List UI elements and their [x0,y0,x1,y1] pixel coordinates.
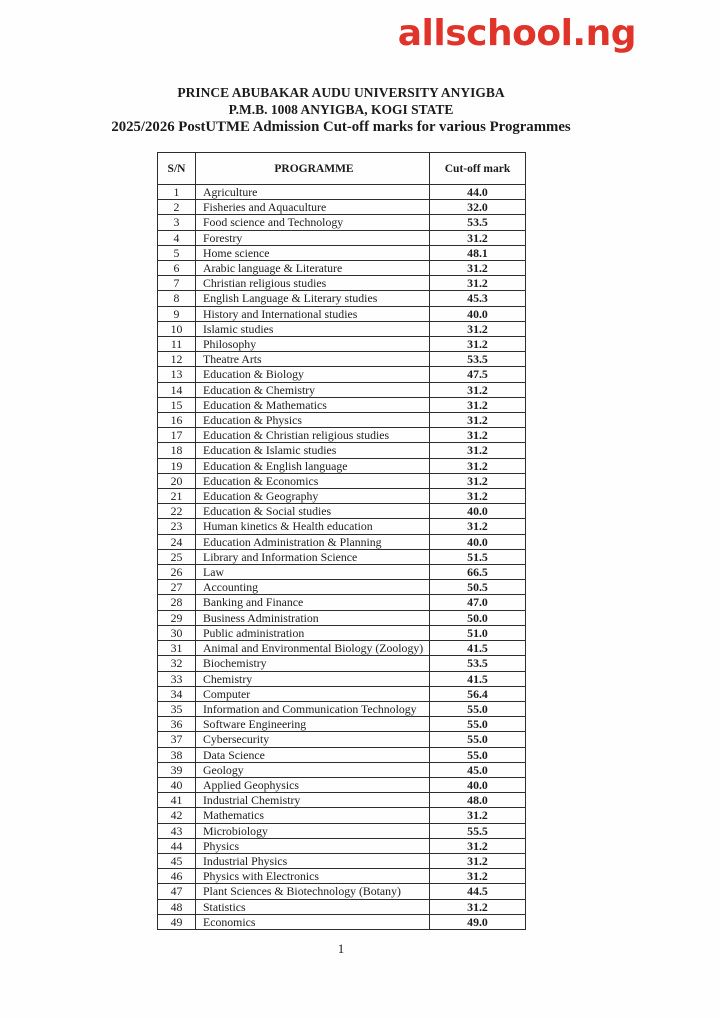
table-row [158,306,526,321]
table-row [158,291,526,306]
row-programme: Fisheries and Aquaculture [196,200,430,215]
row-sn: 3 [158,215,196,230]
table-body [158,185,526,930]
table-row [158,899,526,914]
row-sn: 36 [158,717,196,732]
table-row [158,382,526,397]
table-row [158,443,526,458]
table-row [158,534,526,549]
row-sn: 39 [158,762,196,777]
row-programme: Education & Physics [196,413,430,428]
document-header [0,84,682,137]
row-sn: 1 [158,185,196,200]
row-sn: 28 [158,595,196,610]
document-title: 2025/2026 PostUTME Admission Cut-off marks for various Programmes [111,119,571,135]
row-programme: Education & Christian religious studies [196,428,430,443]
table-row [158,732,526,747]
row-sn: 22 [158,504,196,519]
row-cutoff: 50.5 [430,580,526,595]
row-programme: English Language & Literary studies [196,291,430,306]
row-sn: 7 [158,276,196,291]
table-row [158,215,526,230]
table-row [158,610,526,625]
table-row [158,230,526,245]
table-row [158,625,526,640]
table-row [158,914,526,929]
row-sn: 42 [158,808,196,823]
table-row [158,747,526,762]
table-row [158,808,526,823]
row-programme: Christian religious studies [196,276,430,291]
row-programme: Islamic studies [196,321,430,336]
row-sn: 21 [158,489,196,504]
row-programme: Food science and Technology [196,215,430,230]
row-cutoff: 55.5 [430,823,526,838]
row-cutoff: 50.0 [430,610,526,625]
table-row [158,595,526,610]
row-cutoff: 49.0 [430,914,526,929]
row-programme: Business Administration [196,610,430,625]
row-programme: Education & English language [196,458,430,473]
table-row [158,853,526,868]
row-cutoff: 31.2 [430,261,526,276]
table-row [158,458,526,473]
row-programme: Education & Geography [196,489,430,504]
page-number: 1 [337,941,345,956]
row-sn: 16 [158,413,196,428]
table-row [158,473,526,488]
table-row [158,641,526,656]
table-row [158,686,526,701]
row-cutoff: 55.0 [430,701,526,716]
row-cutoff: 45.3 [430,291,526,306]
row-sn: 5 [158,245,196,260]
row-sn: 32 [158,656,196,671]
university-name: PRINCE ABUBAKAR AUDU UNIVERSITY ANYIGBA [177,85,505,100]
table-row [158,717,526,732]
row-sn: 48 [158,899,196,914]
row-programme: Education Administration & Planning [196,534,430,549]
table-row [158,397,526,412]
row-programme: Industrial Physics [196,853,430,868]
row-cutoff: 53.5 [430,215,526,230]
row-cutoff: 31.2 [430,337,526,352]
row-cutoff: 31.2 [430,473,526,488]
table-row [158,580,526,595]
row-programme: Biochemistry [196,656,430,671]
row-sn: 30 [158,625,196,640]
row-cutoff: 31.2 [430,230,526,245]
row-programme: Statistics [196,899,430,914]
table-row [158,352,526,367]
row-sn: 27 [158,580,196,595]
row-programme: Physics with Electronics [196,869,430,884]
row-cutoff: 44.5 [430,884,526,899]
row-sn: 25 [158,549,196,564]
row-programme: Arabic language & Literature [196,261,430,276]
row-programme: Applied Geophysics [196,777,430,792]
row-cutoff: 32.0 [430,200,526,215]
row-programme: Education & Chemistry [196,382,430,397]
row-cutoff: 31.2 [430,853,526,868]
row-programme: Physics [196,838,430,853]
row-programme: Library and Information Science [196,549,430,564]
row-programme: Geology [196,762,430,777]
row-sn: 43 [158,823,196,838]
table-row [158,793,526,808]
row-cutoff: 31.2 [430,458,526,473]
row-sn: 45 [158,853,196,868]
table-row [158,413,526,428]
row-cutoff: 44.0 [430,185,526,200]
column-header-cutoff: Cut-off mark [430,153,526,185]
column-header-sn: S/N [158,153,196,185]
row-sn: 8 [158,291,196,306]
row-sn: 40 [158,777,196,792]
row-cutoff: 56.4 [430,686,526,701]
table-row [158,200,526,215]
row-sn: 12 [158,352,196,367]
row-cutoff: 47.5 [430,367,526,382]
row-sn: 35 [158,701,196,716]
row-programme: Animal and Environmental Biology (Zoology) [196,641,430,656]
table-row [158,565,526,580]
row-cutoff: 55.0 [430,732,526,747]
table-row [158,245,526,260]
row-sn: 47 [158,884,196,899]
row-cutoff: 51.0 [430,625,526,640]
row-programme: Information and Communication Technology [196,701,430,716]
table-row [158,869,526,884]
row-sn: 31 [158,641,196,656]
table-row [158,777,526,792]
row-sn: 38 [158,747,196,762]
row-programme: Computer [196,686,430,701]
row-cutoff: 31.2 [430,382,526,397]
allschool-logo: allschool.ng [397,13,636,54]
row-sn: 29 [158,610,196,625]
row-programme: Software Engineering [196,717,430,732]
row-sn: 17 [158,428,196,443]
row-programme: Industrial Chemistry [196,793,430,808]
row-sn: 33 [158,671,196,686]
row-programme: Public administration [196,625,430,640]
row-sn: 37 [158,732,196,747]
row-programme: Forestry [196,230,430,245]
table-row [158,261,526,276]
row-programme: Economics [196,914,430,929]
row-cutoff: 31.2 [430,489,526,504]
row-cutoff: 48.0 [430,793,526,808]
table-row [158,884,526,899]
table-row [158,823,526,838]
table-row [158,838,526,853]
row-programme: Banking and Finance [196,595,430,610]
row-programme: Education & Islamic studies [196,443,430,458]
row-cutoff: 48.1 [430,245,526,260]
table-row [158,428,526,443]
row-programme: Law [196,565,430,580]
row-cutoff: 31.2 [430,838,526,853]
row-cutoff: 40.0 [430,504,526,519]
table-row [158,185,526,200]
row-programme: Microbiology [196,823,430,838]
row-sn: 14 [158,382,196,397]
table-row [158,656,526,671]
row-programme: Philosophy [196,337,430,352]
row-programme: Agriculture [196,185,430,200]
row-programme: History and International studies [196,306,430,321]
cutoff-table [157,152,526,930]
row-sn: 13 [158,367,196,382]
table-row [158,671,526,686]
row-sn: 4 [158,230,196,245]
row-programme: Cybersecurity [196,732,430,747]
row-programme: Education & Social studies [196,504,430,519]
row-sn: 10 [158,321,196,336]
row-cutoff: 40.0 [430,306,526,321]
table-row [158,337,526,352]
row-programme: Chemistry [196,671,430,686]
row-cutoff: 31.2 [430,519,526,534]
table-row [158,276,526,291]
row-sn: 23 [158,519,196,534]
row-programme: Plant Sciences & Biotechnology (Botany) [196,884,430,899]
table-row [158,321,526,336]
row-cutoff: 45.0 [430,762,526,777]
row-programme: Education & Mathematics [196,397,430,412]
row-cutoff: 55.0 [430,747,526,762]
row-sn: 20 [158,473,196,488]
row-sn: 19 [158,458,196,473]
table-header [158,153,526,185]
row-sn: 41 [158,793,196,808]
row-cutoff: 31.2 [430,869,526,884]
row-cutoff: 51.5 [430,549,526,564]
row-programme: Data Science [196,747,430,762]
row-cutoff: 40.0 [430,534,526,549]
column-header-programme: PROGRAMME [196,153,430,185]
row-programme: Home science [196,245,430,260]
row-programme: Theatre Arts [196,352,430,367]
row-sn: 18 [158,443,196,458]
university-address: P.M.B. 1008 ANYIGBA, KOGI STATE [228,102,454,117]
row-cutoff: 41.5 [430,641,526,656]
row-cutoff: 31.2 [430,276,526,291]
row-sn: 24 [158,534,196,549]
table-row [158,489,526,504]
row-sn: 9 [158,306,196,321]
row-sn: 34 [158,686,196,701]
row-sn: 6 [158,261,196,276]
table-row [158,701,526,716]
table-header-row [158,153,526,185]
row-cutoff: 53.5 [430,656,526,671]
table-row [158,367,526,382]
row-programme: Mathematics [196,808,430,823]
table-row [158,504,526,519]
row-sn: 2 [158,200,196,215]
table-row [158,762,526,777]
row-cutoff: 55.0 [430,717,526,732]
row-cutoff: 31.2 [430,413,526,428]
row-cutoff: 41.5 [430,671,526,686]
row-sn: 46 [158,869,196,884]
row-sn: 49 [158,914,196,929]
row-cutoff: 31.2 [430,321,526,336]
row-cutoff: 31.2 [430,443,526,458]
row-sn: 15 [158,397,196,412]
row-cutoff: 53.5 [430,352,526,367]
row-cutoff: 31.2 [430,808,526,823]
row-sn: 11 [158,337,196,352]
row-programme: Education & Biology [196,367,430,382]
row-sn: 26 [158,565,196,580]
row-cutoff: 31.2 [430,899,526,914]
row-cutoff: 66.5 [430,565,526,580]
row-sn: 44 [158,838,196,853]
row-cutoff: 47.0 [430,595,526,610]
row-cutoff: 31.2 [430,397,526,412]
row-programme: Accounting [196,580,430,595]
row-cutoff: 40.0 [430,777,526,792]
table-row [158,519,526,534]
row-programme: Human kinetics & Health education [196,519,430,534]
row-programme: Education & Economics [196,473,430,488]
row-cutoff: 31.2 [430,428,526,443]
table-row [158,549,526,564]
